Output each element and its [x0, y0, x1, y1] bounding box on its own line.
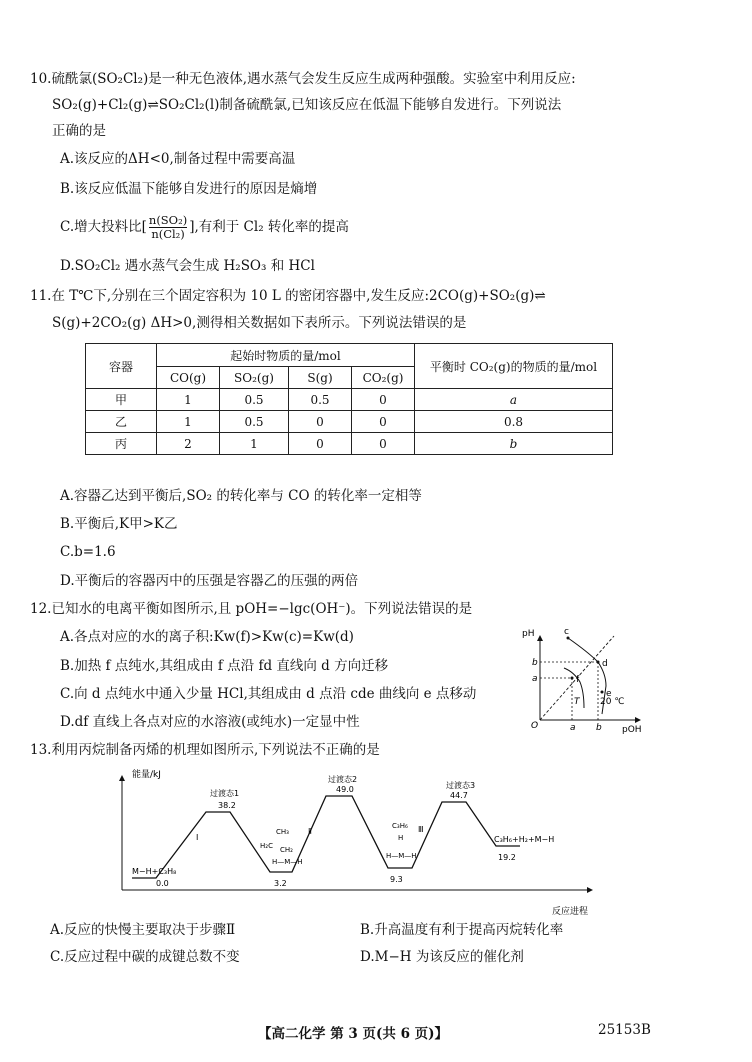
- table-row: [86, 389, 613, 411]
- svg-text:CH₂: CH₂: [280, 846, 293, 854]
- q13-line1: 13.利用丙烷制备丙烯的机理如图所示,下列说法不正确的是: [30, 742, 380, 758]
- svg-text:H—M—H: H—M—H: [272, 858, 303, 866]
- progress-axis-label: 反应进程: [552, 907, 589, 917]
- svg-text:C₃H₆: C₃H₆: [392, 822, 408, 830]
- q11-option-a: A.容器乙达到平衡后,SO₂ 的转化率与 CO 的转化率一定相等: [60, 488, 422, 504]
- svg-text:H₂C: H₂C: [260, 842, 273, 850]
- cell: 1: [157, 389, 220, 411]
- cell: 2: [157, 433, 220, 455]
- intermediate-2-structure: [386, 822, 417, 860]
- energy-ts1: 38.2: [218, 801, 236, 810]
- cell: a: [415, 389, 613, 411]
- x-axis-label: pOH: [622, 725, 642, 734]
- ratio-fraction: [149, 214, 187, 241]
- q11-line2: S(g)+2CO₂(g) ΔH>0,测得相关数据如下表所示。下列说法错误的是: [52, 315, 467, 331]
- cell: 0: [352, 389, 415, 411]
- q12-option-a: A.各点对应的水的离子积:Kw(f)>Kw(c)=Kw(d): [60, 629, 354, 645]
- step-3-label: Ⅲ: [418, 825, 424, 834]
- cell: 0.5: [289, 389, 352, 411]
- q10-option-d: D.SO₂Cl₂ 遇水蒸气会生成 H₂SO₃ 和 HCl: [60, 258, 315, 274]
- col-header: SO₂(g): [220, 367, 289, 389]
- q11-option-c: C.b=1.6: [60, 544, 116, 560]
- q10-line3: 正确的是: [52, 123, 106, 139]
- svg-text:CH₃: CH₃: [276, 828, 289, 836]
- header-initial: 起始时物质的量/mol: [157, 344, 415, 367]
- page-footer: 【高二化学 第 3 页(共 6 页)】: [258, 1026, 449, 1042]
- energy-axis-label: 能量/kJ: [132, 770, 161, 780]
- cell: 0: [352, 433, 415, 455]
- q10-line1: 10.硫酰氯(SO₂Cl₂)是一种无色液体,遇水蒸气会发生反应生成两种强酸。实验室中利用反应:: [30, 71, 576, 87]
- col-header: CO(g): [157, 367, 220, 389]
- energy-ts3: 44.7: [450, 791, 468, 800]
- row-label: 丙: [86, 433, 157, 455]
- water-ionization-graph: [518, 622, 648, 734]
- point-e: [601, 691, 604, 694]
- q11-option-b: B.平衡后,K甲>K乙: [60, 516, 178, 532]
- data-table: [85, 343, 613, 455]
- fraction-numerator: n(SO₂): [148, 213, 188, 227]
- table-row: [86, 411, 613, 433]
- cell: 0: [289, 433, 352, 455]
- energy-int2: 9.3: [390, 875, 403, 884]
- svg-text:H: H: [398, 834, 404, 842]
- cell: 0.5: [220, 389, 289, 411]
- point-d: [597, 661, 600, 664]
- tick-b-label: b: [532, 658, 538, 668]
- energy-path: [132, 796, 520, 878]
- row-label: 甲: [86, 389, 157, 411]
- q13-option-b: B.升高温度有利于提高丙烷转化率: [360, 922, 564, 938]
- q10-option-c: [60, 210, 349, 244]
- q12-option-d: D.df 直线上各点对应的水溶液(或纯水)一定显中性: [60, 714, 360, 730]
- tick-a-x-label: a: [570, 723, 576, 733]
- intermediate-1-structure: [260, 828, 303, 866]
- end-label: C₃H₆+H₂+M−H: [494, 835, 555, 844]
- step-1-label: I: [196, 833, 199, 842]
- cell: 0.8: [415, 411, 613, 433]
- cell: 0: [352, 411, 415, 433]
- cell: 0.5: [220, 411, 289, 433]
- tick-b-x-label: b: [596, 723, 602, 733]
- point-f-label: f: [576, 675, 580, 685]
- q10-line2: SO₂(g)+Cl₂(g)⇌SO₂Cl₂(l)制备硫酰氯,已知该反应在低温下能够自发进行。下列说法: [52, 97, 562, 113]
- start-label: M−H+C₃H₈: [132, 867, 177, 876]
- header-equilibrium: 平衡时 CO₂(g)的物质的量/mol: [415, 344, 613, 389]
- cell: 0: [289, 411, 352, 433]
- y-axis-label: pH: [522, 629, 535, 639]
- fraction-denominator: n(Cl₂): [151, 227, 185, 241]
- q11-option-d: D.平衡后的容器丙中的压强是容器乙的压强的两倍: [60, 573, 359, 589]
- ts3-label: 过渡态3: [446, 781, 476, 790]
- step-2-label: Ⅱ: [308, 827, 312, 836]
- q13-option-c: C.反应过程中碳的成键总数不变: [50, 949, 240, 965]
- energy-end: 19.2: [498, 853, 516, 862]
- temp-20-label: 20 ℃: [600, 697, 625, 707]
- exam-code: 25153B: [598, 1022, 651, 1038]
- col-header: CO₂(g): [352, 367, 415, 389]
- energy-start: 0.0: [156, 879, 169, 888]
- col-header: S(g): [289, 367, 352, 389]
- q12-option-b: B.加热 f 点纯水,其组成由 f 点沿 fd 直线向 d 方向迁移: [60, 658, 389, 674]
- q10-option-a: A.该反应的ΔH<0,制备过程中需要高温: [60, 151, 296, 167]
- point-c-label: c: [564, 627, 569, 637]
- q12-line1: 12.已知水的电离平衡如图所示,且 pOH=−lgc(OH⁻)。下列说法错误的是: [30, 601, 473, 617]
- energy-int1: 3.2: [274, 879, 287, 888]
- energy-profile-diagram: [100, 768, 600, 920]
- ts2-label: 过渡态2: [328, 775, 358, 784]
- tick-a-label: a: [532, 674, 538, 684]
- cell: 1: [157, 411, 220, 433]
- point-e-label: e: [606, 689, 612, 699]
- origin-label: O: [531, 721, 539, 731]
- q13-option-a: A.反应的快慢主要取决于步骤Ⅱ: [50, 922, 236, 938]
- row-label: 乙: [86, 411, 157, 433]
- q10-option-b: B.该反应低温下能够自发进行的原因是熵增: [60, 181, 318, 197]
- q12-option-c: C.向 d 点纯水中通入少量 HCl,其组成由 d 点沿 cde 曲线向 e 点移动: [60, 686, 477, 702]
- temp-t-label: T: [574, 697, 580, 707]
- svg-text:H—M—H: H—M—H: [386, 852, 417, 860]
- energy-ts2: 49.0: [336, 785, 354, 794]
- q11-line1: 11.在 T℃下,分别在三个固定容积为 10 L 的密闭容器中,发生反应:2CO(g)+SO₂(g)⇌: [30, 288, 546, 304]
- cell: b: [415, 433, 613, 455]
- cell: 1: [220, 433, 289, 455]
- q10-option-c-prefix: C.增大投料比[: [60, 219, 147, 235]
- q13-option-d: D.M−H 为该反应的催化剂: [360, 949, 524, 965]
- point-f: [571, 677, 574, 680]
- ts1-label: 过渡态1: [210, 789, 240, 798]
- point-d-label: d: [602, 659, 608, 669]
- header-container: 容器: [86, 344, 157, 389]
- q10-option-c-suffix: ],有利于 Cl₂ 转化率的提高: [189, 219, 349, 235]
- table-row: [86, 433, 613, 455]
